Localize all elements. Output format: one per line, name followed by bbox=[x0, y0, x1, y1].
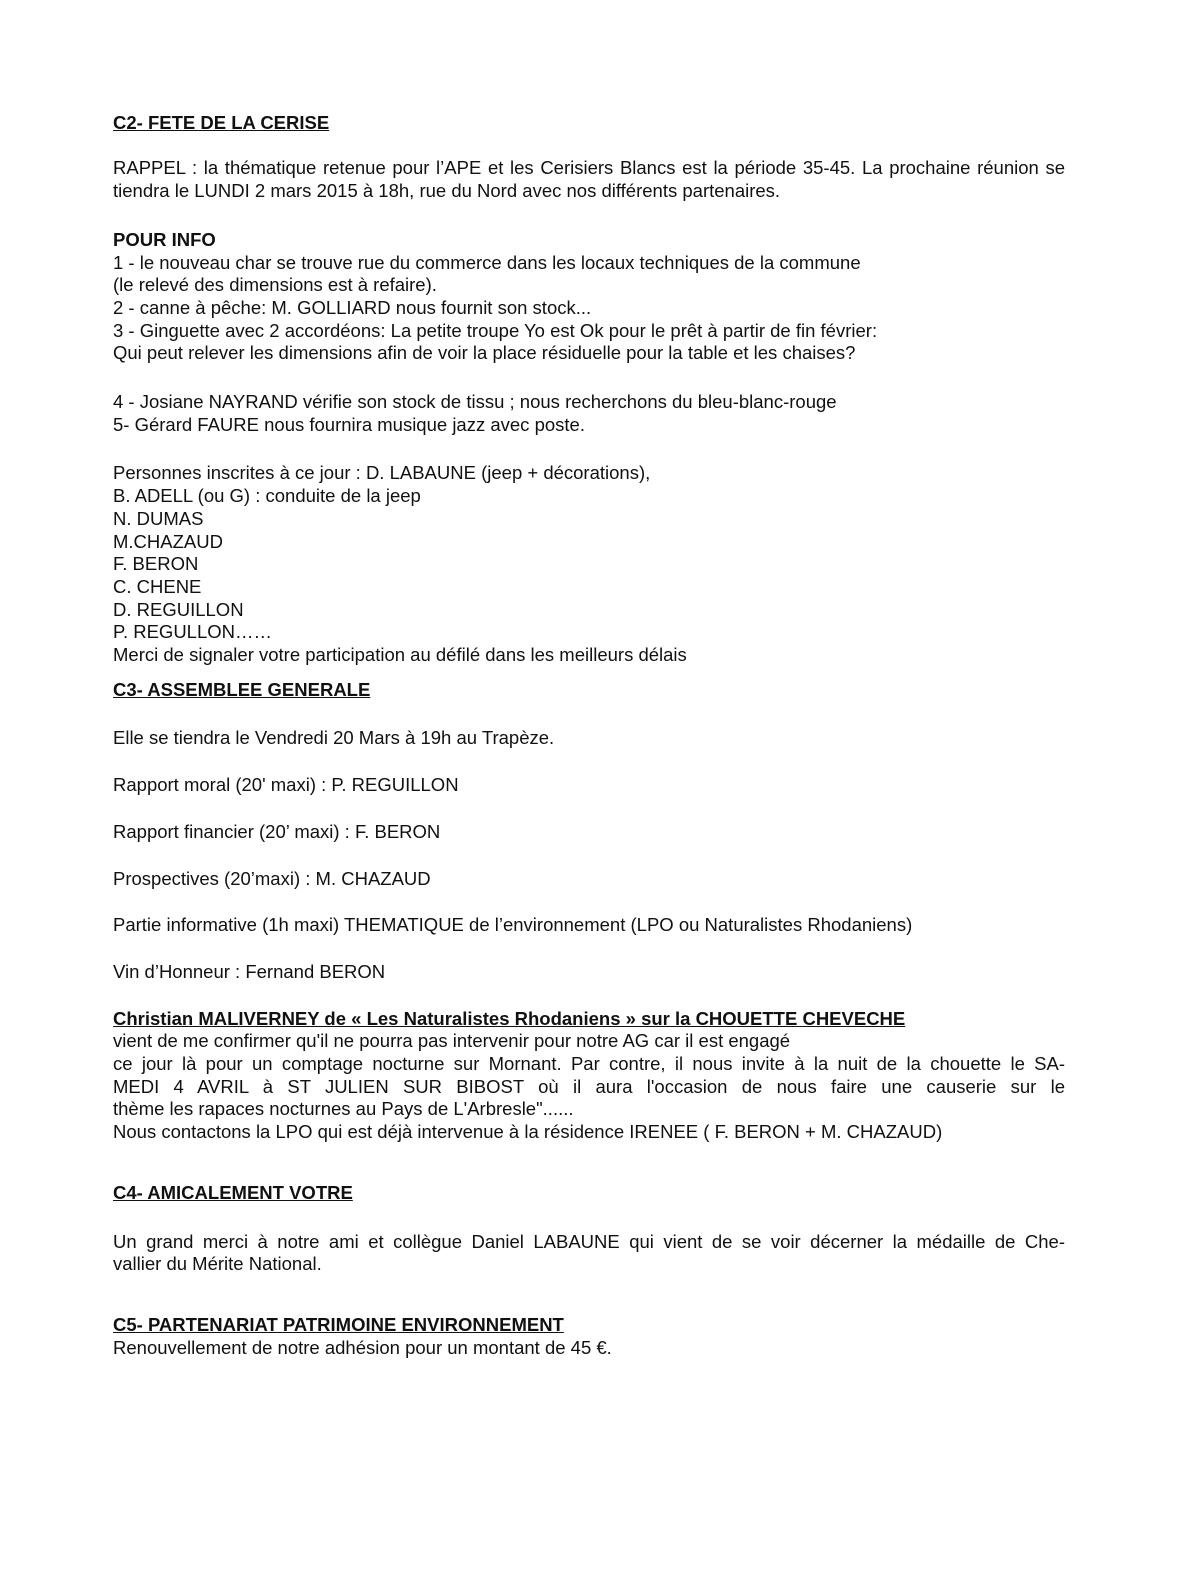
c2-people-line: B. ADELL (ou G) : conduite de la jeep bbox=[113, 485, 421, 507]
section-c4-heading: C4- AMICALEMENT VOTRE bbox=[113, 1181, 353, 1203]
c3-sub-line: thème les rapaces nocturnes au Pays de L'Arbresle"...... bbox=[113, 1098, 574, 1120]
c3-sub-line: vient de me confirmer qu'il ne pourra pas intervenir pour notre AG car il est engagé bbox=[113, 1030, 791, 1052]
section-c5-heading: C5- PARTENARIAT PATRIMOINE ENVIRONNEMENT bbox=[113, 1314, 564, 1335]
section-c3-heading: C3- ASSEMBLEE GENERALE bbox=[113, 678, 371, 700]
document-page bbox=[113, 112, 1065, 1359]
c2-people-line: C. CHENE bbox=[113, 575, 202, 597]
c3-line: Vin d’Honneur : Fernand BERON bbox=[113, 960, 386, 982]
c2-info-line: (le relevé des dimensions est à refaire). bbox=[113, 274, 437, 296]
c2-info-line: Qui peut relever les dimensions afin de voir la place résiduelle pour la table et les chaises? bbox=[113, 342, 856, 364]
c2-info-line: 5- Gérard FAURE nous fournira musique jazz avec poste. bbox=[113, 413, 585, 435]
c3-sub-heading: Christian MALIVERNEY de « Les Naturalistes Rhodaniens » sur la CHOUETTE CHEVECHE bbox=[113, 1007, 906, 1029]
c3-sub-line: MEDI 4 AVRIL à ST JULIEN SUR BIBOST où il aura l'occasion de nous faire une causerie sur le bbox=[113, 1075, 1065, 1097]
c2-people-line: N. DUMAS bbox=[113, 507, 204, 529]
section-c2-heading: C2- FETE DE LA CERISE bbox=[113, 112, 330, 133]
c2-people-line: P. REGULLON…… bbox=[113, 621, 273, 643]
c2-people-line: F. BERON bbox=[113, 553, 199, 575]
c3-sub-line: ce jour là pour un comptage nocturne sur Mornant. Par contre, il nous invite à la nuit de la chouette le SA- bbox=[113, 1053, 1065, 1075]
c3-line: Prospectives (20’maxi) : M. CHAZAUD bbox=[113, 867, 431, 889]
c2-people-list bbox=[113, 462, 1065, 666]
c3-line: Partie informative (1h maxi) THEMATIQUE de l’environnement (LPO ou Naturalistes Rhodaniens) bbox=[113, 914, 913, 936]
c5-line: Renouvellement de notre adhésion pour un montant de 45 €. bbox=[113, 1336, 612, 1358]
c2-people-line: Personnes inscrites à ce jour : D. LABAUNE (jeep + décorations), bbox=[113, 462, 651, 484]
c3-sub-line: Nous contactons la LPO qui est déjà intervenue à la résidence IRENEE ( F. BERON + M. CHAZAUD) bbox=[113, 1121, 943, 1143]
c2-info-title: POUR INFO bbox=[113, 228, 216, 250]
c4-line: vallier du Mérite National. bbox=[113, 1253, 322, 1275]
c3-sub-paragraph bbox=[113, 1030, 1065, 1144]
c2-info-list-2 bbox=[113, 391, 1065, 436]
c3-line: Rapport financier (20’ maxi) : F. BERON bbox=[113, 820, 441, 842]
c2-info-line: 3 - Ginguette avec 2 accordéons: La petite troupe Yo est Ok pour le prêt à partir de fin février: bbox=[113, 319, 878, 341]
c2-info-line: 1 - le nouveau char se trouve rue du commerce dans les locaux techniques de la commune bbox=[113, 251, 861, 273]
c2-people-line: Merci de signaler votre participation au défilé dans les meilleurs délais bbox=[113, 644, 687, 666]
c2-info-line: 4 - Josiane NAYRAND vérifie son stock de tissu ; nous recherchons du bleu-blanc-rouge bbox=[113, 391, 837, 413]
c2-people-line: M.CHAZAUD bbox=[113, 530, 223, 552]
c3-line: Rapport moral (20' maxi) : P. REGUILLON bbox=[113, 774, 459, 796]
c2-info-line: 2 - canne à pêche: M. GOLLIARD nous fournit son stock... bbox=[113, 296, 592, 318]
c2-people-line: D. REGUILLON bbox=[113, 598, 244, 620]
c3-line: Elle se tiendra le Vendredi 20 Mars à 19h au Trapèze. bbox=[113, 727, 555, 749]
c4-paragraph bbox=[113, 1231, 1065, 1276]
c2-rappel-paragraph: RAPPEL : la thématique retenue pour l’APE et les Cerisiers Blancs est la période 35-45. La prochaine réunion se tiendra le LUNDI 2 mars 2015 à 18h, rue du Nord avec nos différents partenaires. bbox=[113, 157, 1065, 202]
c4-line: Un grand merci à notre ami et collègue Daniel LABAUNE qui vient de se voir décerner la médaille de Che- bbox=[113, 1230, 1065, 1252]
c2-info-list bbox=[113, 252, 1065, 366]
